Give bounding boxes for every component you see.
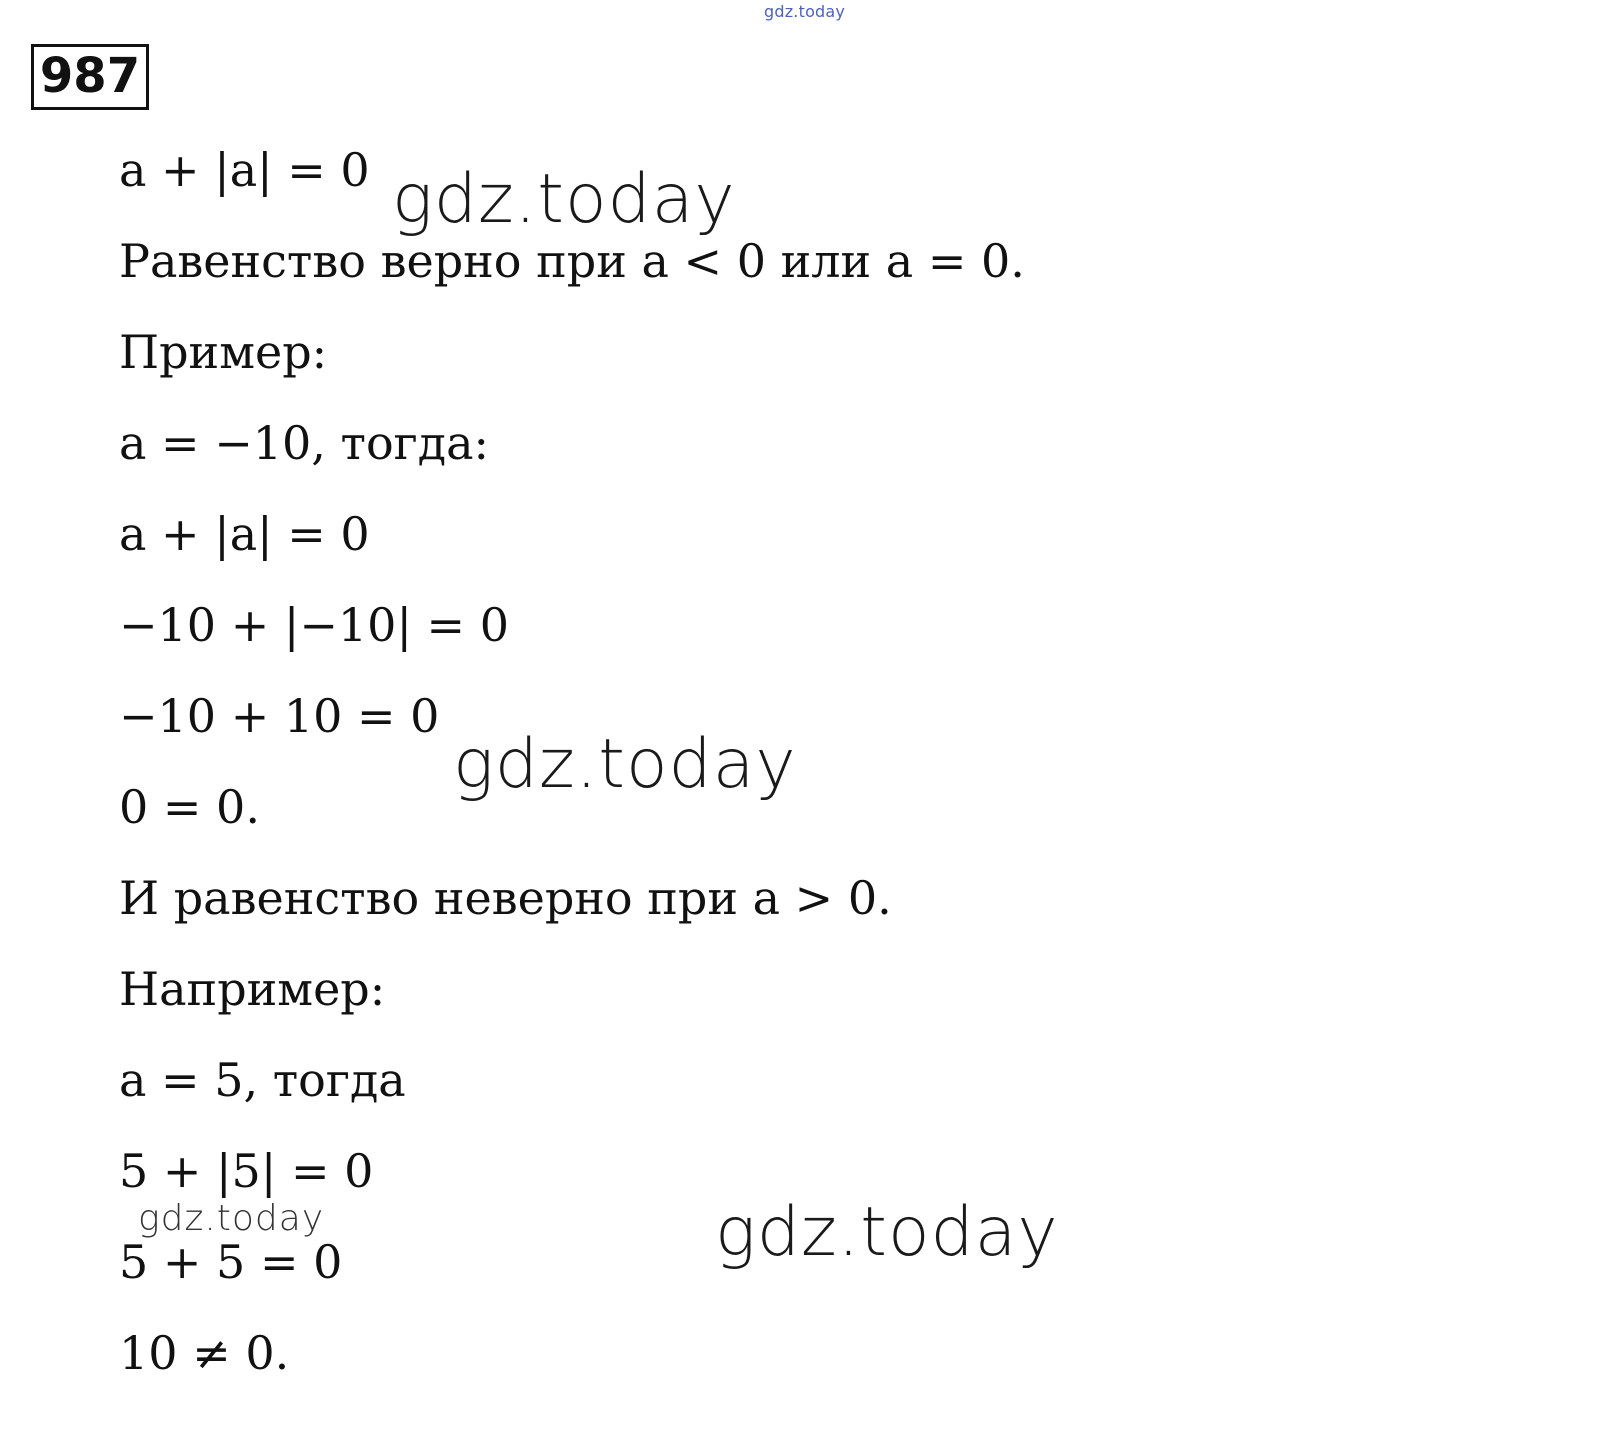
equation-line: a + |a| = 0 bbox=[119, 507, 370, 561]
equation-line: 5 + |5| = 0 bbox=[119, 1144, 374, 1198]
equation-line: −10 + 10 = 0 bbox=[119, 689, 440, 743]
statement-line: И равенство неверно при a > 0. bbox=[119, 871, 892, 925]
problem-number: 987 bbox=[31, 44, 149, 110]
watermark: gdz.today bbox=[138, 1198, 325, 1239]
equation-line: 10 ≠ 0. bbox=[119, 1326, 290, 1380]
example-heading: Например: bbox=[119, 962, 386, 1016]
watermark: gdz.today bbox=[715, 1193, 1059, 1272]
equation-line: a = −10, тогда: bbox=[119, 416, 490, 470]
watermark: gdz.today bbox=[392, 160, 736, 239]
statement-line: Равенство верно при a < 0 или a = 0. bbox=[119, 234, 1025, 288]
equation-line: 0 = 0. bbox=[119, 780, 260, 834]
example-heading: Пример: bbox=[119, 325, 328, 379]
top-watermark: gdz.today bbox=[764, 2, 846, 21]
equation-line: a = 5, тогда bbox=[119, 1053, 406, 1107]
equation-line: −10 + |−10| = 0 bbox=[119, 598, 509, 652]
equation-line: 5 + 5 = 0 bbox=[119, 1235, 343, 1289]
watermark: gdz.today bbox=[453, 725, 797, 804]
equation-line: a + |a| = 0 bbox=[119, 143, 370, 197]
